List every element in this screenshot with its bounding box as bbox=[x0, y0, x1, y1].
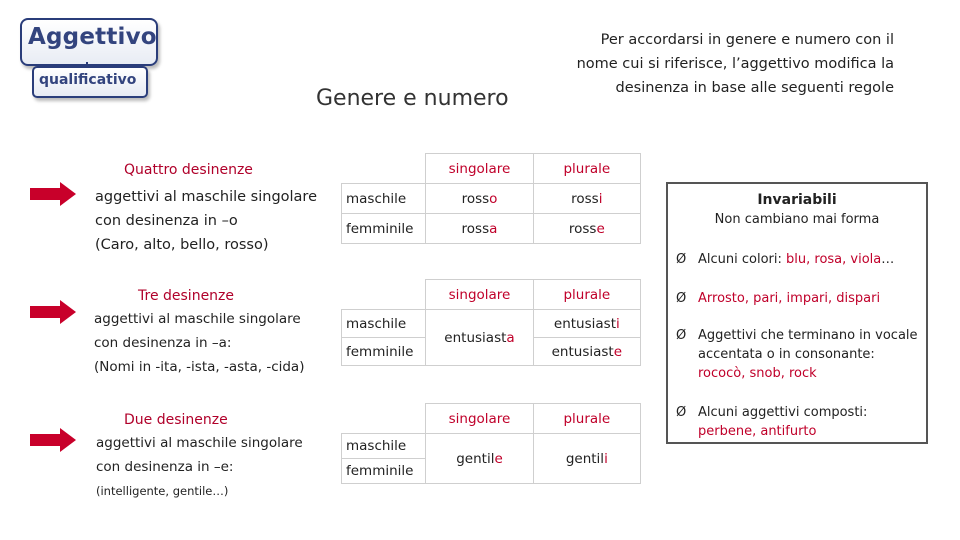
cell-rosse: rosse bbox=[533, 214, 640, 244]
table-due-desinenze bbox=[341, 403, 641, 484]
invariabili-title: Invariabili bbox=[757, 192, 837, 208]
table-quattro-desinenze bbox=[341, 153, 641, 244]
logo-qualificativo bbox=[32, 66, 148, 98]
row-label-femminile: femminile bbox=[342, 459, 426, 484]
section-text-quattro: aggettivi al maschile singolare con desinenza in –o (Caro, alto, bello, rosso) bbox=[95, 189, 317, 253]
table-tre-desinenze bbox=[341, 279, 641, 366]
header-singolare: singolare bbox=[426, 154, 533, 184]
bullet-arrow-icon: Ø bbox=[676, 291, 687, 306]
section-heading-due: Due desinenze bbox=[124, 412, 228, 428]
row-label-maschile: maschile bbox=[342, 434, 426, 459]
cell-rosso: rosso bbox=[426, 184, 533, 214]
cell-rossi: rossi bbox=[533, 184, 640, 214]
header-plurale: plurale bbox=[533, 280, 640, 310]
section-text-tre: aggettivi al maschile singolare con desinenza in –a: (Nomi in -ita, -ista, -asta, -cida) bbox=[94, 311, 305, 375]
header-plurale: plurale bbox=[533, 154, 640, 184]
cell-entusiasta: entusiasta bbox=[426, 310, 533, 366]
cell-rossa: rossa bbox=[426, 214, 533, 244]
header-singolare: singolare bbox=[426, 404, 533, 434]
cell-entusiaste: entusiaste bbox=[533, 338, 640, 366]
logo-aggettivo bbox=[20, 18, 158, 66]
section-heading-quattro: Quattro desinenze bbox=[124, 162, 253, 178]
row-label-femminile: femminile bbox=[342, 214, 426, 244]
row-label-maschile: maschile bbox=[342, 310, 426, 338]
cell-entusiasti: entusiasti bbox=[533, 310, 640, 338]
header-singolare: singolare bbox=[426, 280, 533, 310]
section-text-due: aggettivi al maschile singolare con desinenza in –e: (intelligente, gentile…) bbox=[96, 435, 303, 498]
bullet-vocale-accentata: Ø Aggettivi che terminano in vocale accentata o in consonante: rococò, snob, rock bbox=[676, 328, 918, 381]
cell-gentili: gentili bbox=[533, 434, 640, 484]
bullet-arrosto: Ø Arrosto, pari, impari, dispari bbox=[676, 291, 881, 306]
arrow-right-icon bbox=[30, 428, 76, 452]
invariabili-subtitle: Non cambiano mai forma bbox=[714, 212, 880, 227]
bullet-arrow-icon: Ø bbox=[676, 328, 687, 343]
logo-main-text: Aggettivo bbox=[28, 24, 157, 50]
row-label-femminile: femminile bbox=[342, 338, 426, 366]
intro-text: Per accordarsi in genere e numero con il nome cui si riferisce, l’aggettivo modifica la desinenza in base alle seguenti regole bbox=[576, 32, 894, 96]
bullet-arrow-icon: Ø bbox=[676, 405, 687, 420]
header-plurale: plurale bbox=[533, 404, 640, 434]
page-title: Genere e numero bbox=[316, 86, 509, 111]
bullet-colori: Ø Alcuni colori: blu, rosa, viola… bbox=[676, 252, 895, 267]
section-heading-tre: Tre desinenze bbox=[138, 288, 235, 304]
bullet-arrow-icon: Ø bbox=[676, 252, 687, 267]
arrow-right-icon bbox=[30, 182, 76, 206]
row-label-maschile: maschile bbox=[342, 184, 426, 214]
arrow-right-icon bbox=[30, 300, 76, 324]
invariabili-box bbox=[666, 182, 928, 444]
bullet-composti: Ø Alcuni aggettivi composti: perbene, antifurto bbox=[676, 405, 868, 439]
logo-sub-text: qualificativo bbox=[39, 72, 137, 88]
cell-gentile: gentile bbox=[426, 434, 533, 484]
